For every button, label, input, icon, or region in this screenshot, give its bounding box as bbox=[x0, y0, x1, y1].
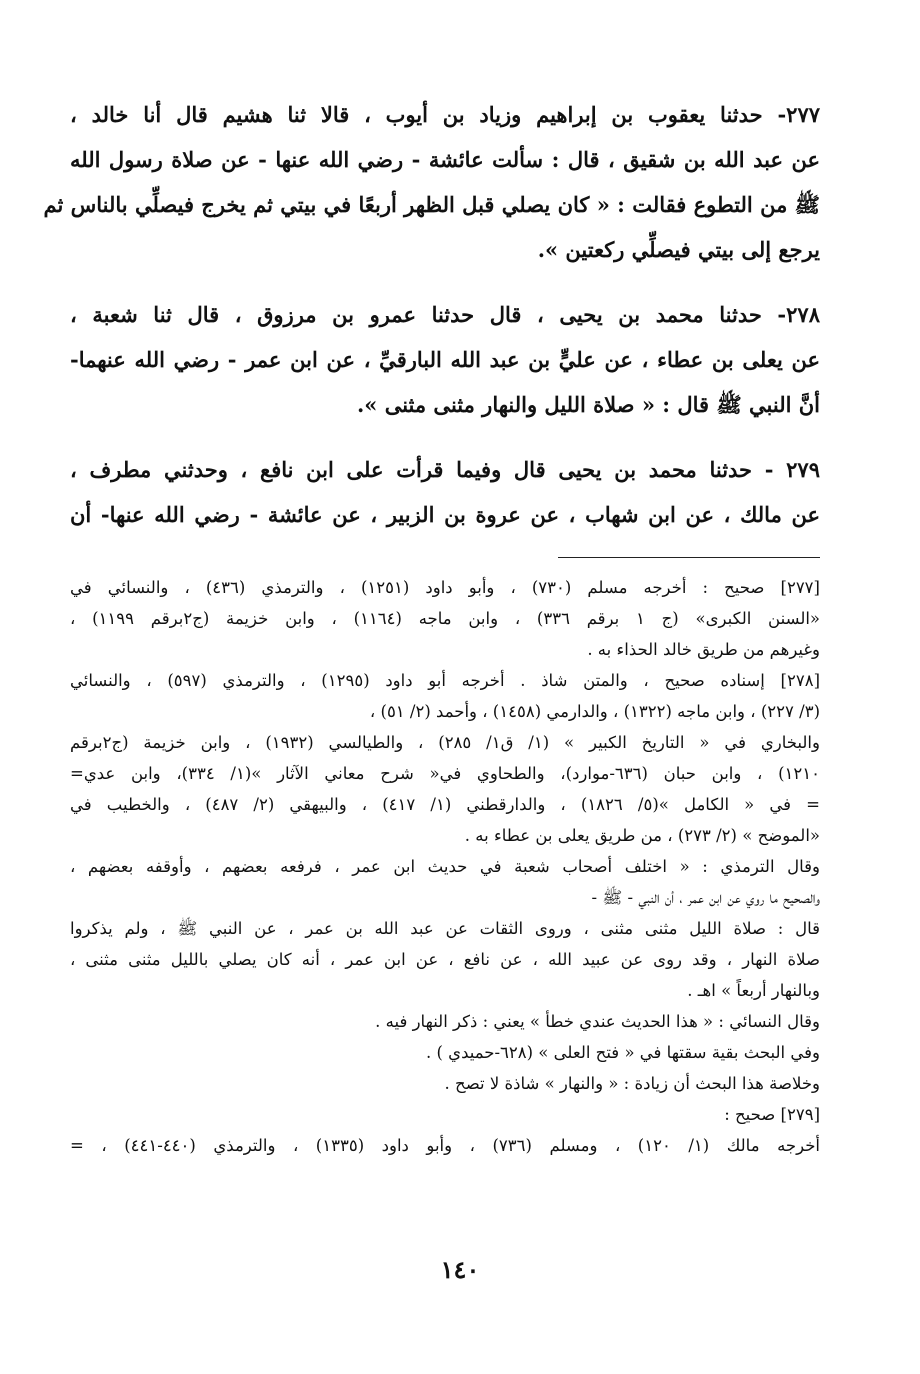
text-line: ﷺ من التطوع فقالت : « كان يصلي قبل الظهر أربعًا في بيتي ثم يخرج فيصلِّي بالناس ثم bbox=[43, 192, 820, 217]
main-text bbox=[43, 92, 821, 537]
text-line: عن مالك ، عن ابن شهاب ، عن عروة بن الزبير ، عن عائشة - رضي الله عنها- أن bbox=[70, 502, 820, 527]
page-body bbox=[43, 92, 821, 1161]
footnote-line: وقال النسائي : « هذا الحديث عندي خطأ » يعني : ذكر النهار فيه . bbox=[375, 1012, 820, 1031]
text-line: ٢٧٩ - حدثنا محمد بن يحيى قال وفيما قرأت على ابن نافع ، وحدثني مطرف ، bbox=[70, 457, 820, 482]
hadith-paragraph bbox=[70, 447, 820, 537]
footnote-line: [٢٧٩] صحيح : bbox=[724, 1105, 820, 1124]
text-line: عن عبد الله بن شقيق ، قال : سألت عائشة - رضي الله عنها - عن صلاة رسول الله bbox=[70, 147, 820, 172]
footnote-line: وقال الترمذي : « اختلف أصحاب شعبة في حديث ابن عمر ، فرفعه بعضهم ، وأوقفه بعضهم ، bbox=[70, 857, 820, 876]
hadith-paragraph bbox=[43, 92, 821, 272]
footnote-line: (٣/ ٢٢٧) ، وابن ماجه (١٣٢٢) ، والدارمي (١٤٥٨) ، وأحمد (٢/ ٥١) ، bbox=[369, 702, 820, 721]
footnote-line: والصحيح ما روي عن ابن عمر ، أن النبي - ﷺ - bbox=[591, 888, 820, 907]
text-line: ٢٧٧- حدثنا يعقوب بن إبراهيم وزياد بن أيوب ، قالا ثنا هشيم قال أنا خالد ، bbox=[70, 102, 821, 127]
footnote-line: «السنن الكبرى» (ج ١ برقم ٣٣٦) ، وابن ماجه (١١٦٤) ، وابن خزيمة (ج٢برقم ١١٩٩) ، bbox=[70, 609, 821, 628]
footnote-line: [٢٧٨] إسناده صحيح ، والمتن شاذ . أخرجه أبو داود (١٢٩٥) ، والترمذي (٥٩٧) ، والنسائي bbox=[70, 671, 820, 690]
text-line: أنَّ النبي ﷺ قال : « صلاة الليل والنهار مثنى مثنى ». bbox=[356, 392, 820, 417]
footnote-line: والبخاري في « التاريخ الكبير » (١/ ق١/ ٢٨٥) ، والطيالسي (١٩٣٢) ، وابن خزيمة (ج٢برقم bbox=[70, 733, 820, 752]
footnote-line: أخرجه مالك (١/ ١٢٠) ، ومسلم (٧٣٦) ، وأبو داود (١٣٣٥) ، والترمذي (٤٤٠-٤٤١) ، = bbox=[70, 1136, 821, 1155]
footnote-line: «الموضح » (٢/ ٢٧٣) ، من طريق يعلى بن عطاء به . bbox=[464, 826, 820, 845]
text-line: ٢٧٨- حدثنا محمد بن يحيى ، قال حدثنا عمرو بن مرزوق ، قال ثنا شعبة ، bbox=[70, 302, 820, 327]
hadith-paragraph bbox=[70, 292, 820, 427]
footnote-line: وفي البحث بقية سقتها في « فتح العلى » (٦٢٨-حميدي ) . bbox=[425, 1043, 820, 1062]
footnote-line: ١٢١٠) ، وابن حبان (٦٣٦-موارد)، والطحاوي في« شرح معاني الآثار »(١/ ٣٣٤)، وابن عدي= bbox=[70, 764, 820, 783]
footnote-line: وخلاصة هذا البحث أن زيادة : « والنهار » شاذة لا تصح . bbox=[444, 1074, 820, 1093]
text-line: يرجع إلى بيتي فيصلِّي ركعتين ». bbox=[537, 237, 820, 262]
text-line: عن يعلى بن عطاء ، عن عليٍّ بن عبد الله البارقيِّ ، عن ابن عمر - رضي الله عنهما- bbox=[70, 347, 820, 372]
footnote-line: [٢٧٧] صحيح : أخرجه مسلم (٧٣٠) ، وأبو داود (١٢٥١) ، والترمذي (٤٣٦) ، والنسائي في bbox=[70, 578, 820, 597]
footnotes bbox=[70, 572, 820, 1161]
footnote-line: وغيرهم من طريق خالد الحذاء به . bbox=[587, 640, 820, 659]
footnote-line: وبالنهار أربعاً » اهـ . bbox=[687, 981, 820, 1000]
footnote-line: قال : صلاة الليل مثنى مثنى ، وروى الثقات عن عبد الله بن عمر ، عن النبي ﷺ ، ولم يذكروا bbox=[70, 919, 820, 938]
footnote-line: صلاة النهار ، وقد روى عن عبيد الله ، عن نافع ، عن ابن عمر ، أنه كان يصلي بالليل مثنى مثنى ، bbox=[70, 950, 820, 969]
footnote-divider bbox=[558, 557, 820, 558]
footnote-line: = في « الكامل »(٥/ ١٨٢٦) ، والدارقطني (١/ ٤١٧) ، والبيهقي (٢/ ٤٨٧) ، والخطيب في bbox=[70, 795, 820, 814]
page-number: ١٤٠ bbox=[440, 1255, 480, 1284]
